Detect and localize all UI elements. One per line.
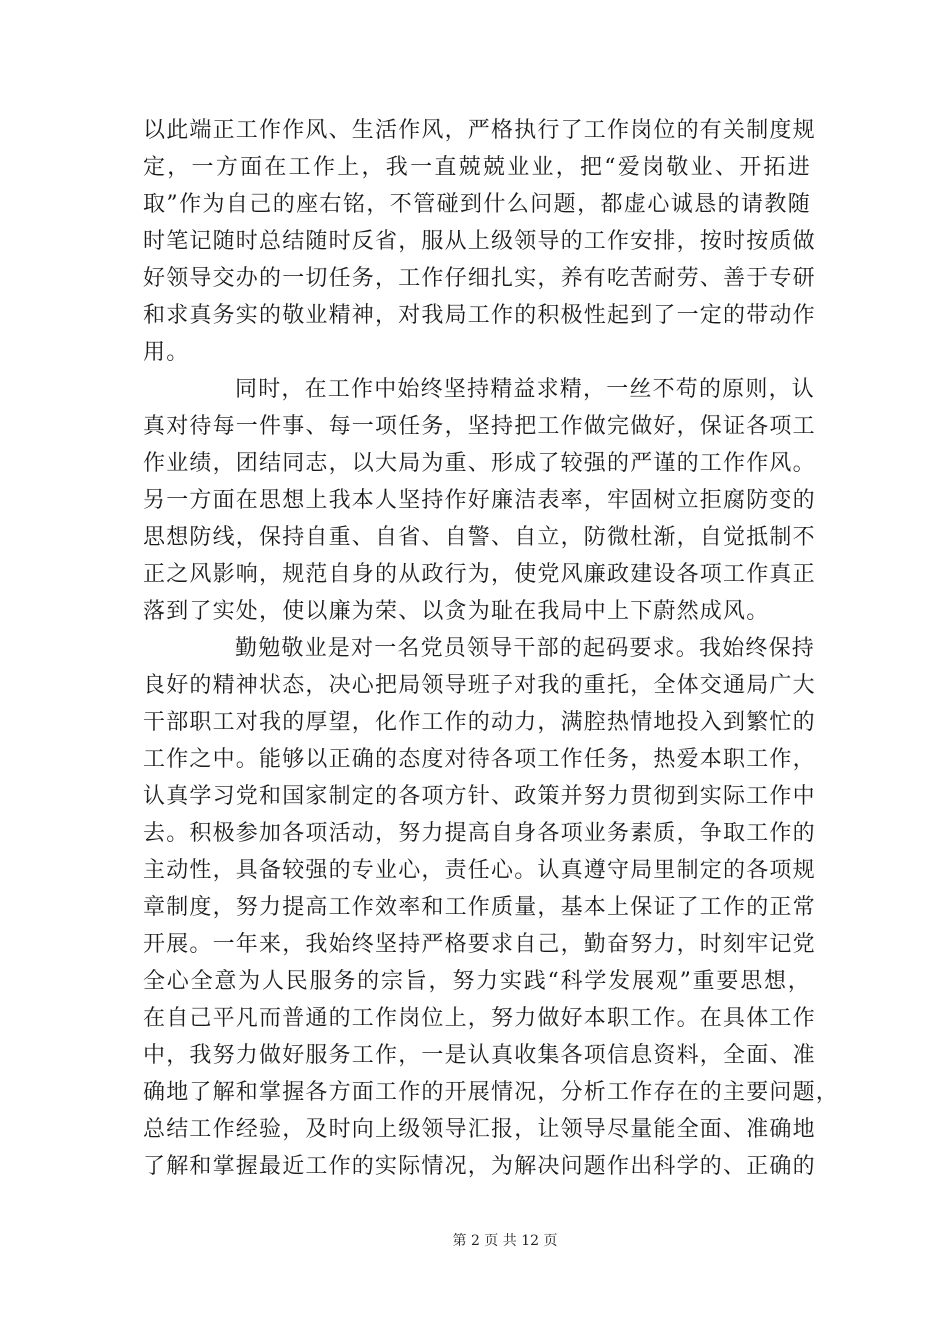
paragraph-first-line: 同时，在工作中始终坚持精益求精，一丝不苟的原则，认	[235, 377, 816, 402]
text-line: 定，一方面在工作上，我一直兢兢业业，把“爱岗敬业、开拓进	[143, 155, 811, 180]
text-line: 另一方面在思想上我本人坚持作好廉洁表率，牢固树立拒腐防变的	[143, 488, 816, 513]
text-line: 开展。一年来，我始终坚持严格要求自己，勤奋努力，时刻牢记党	[143, 932, 816, 957]
text-line: 全心全意为人民服务的宗旨，努力实践“科学发展观”重要思想，	[143, 969, 811, 994]
text-line: 去。积极参加各项活动，努力提高自身各项业务素质，争取工作的	[143, 821, 816, 846]
text-line: 工作之中。能够以正确的态度对待各项工作任务，热爱本职工作，	[143, 747, 816, 772]
text-line: 落到了实处，使以廉为荣、以贪为耻在我局中上下蔚然成风。	[143, 599, 770, 624]
text-line: 正之风影响，规范自身的从政行为，使党风廉政建设各项工作真正	[143, 562, 816, 587]
text-line: 主动性，具备较强的专业心，责任心。认真遵守局里制定的各项规	[143, 858, 816, 883]
text-line: 取”作为自己的座右铭，不管碰到什么问题，都虚心诚恳的请教随	[143, 192, 811, 217]
body-text	[143, 112, 840, 1185]
text-line: 中，我努力做好服务工作，一是认真收集各项信息资料，全面、准	[143, 1043, 816, 1068]
text-line: 章制度，努力提高工作效率和工作质量，基本上保证了工作的正常	[143, 895, 816, 920]
text-line: 思想防线，保持自重、自省、自警、自立，防微杜渐，自觉抵制不	[143, 525, 816, 550]
text-line: 干部职工对我的厚望，化作工作的动力，满腔热情地投入到繁忙的	[143, 710, 816, 735]
text-line: 确地了解和掌握各方面工作的开展情况，分析工作存在的主要问题，	[143, 1080, 840, 1105]
text-line: 和求真务实的敬业精神，对我局工作的积极性起到了一定的带动作	[143, 303, 816, 328]
paragraph-first-line: 勤勉敬业是对一名党员领导干部的起码要求。我始终保持	[235, 636, 816, 661]
text-line: 了解和掌握最近工作的实际情况，为解决问题作出科学的、正确的	[143, 1154, 816, 1179]
page-number-footer: 第 2 页 共 12 页	[452, 1233, 558, 1249]
text-line: 良好的精神状态，决心把局领导班子对我的重托，全体交通局广大	[143, 673, 816, 698]
text-line: 时笔记随时总结随时反省，服从上级领导的工作安排，按时按质做	[143, 229, 816, 254]
text-line: 以此端正工作作风、生活作风，严格执行了工作岗位的有关制度规	[143, 118, 816, 143]
text-line: 真对待每一件事、每一项任务，坚持把工作做完做好，保证各项工	[143, 414, 816, 439]
text-line: 作业绩，团结同志，以大局为重、形成了较强的严谨的工作作风。	[143, 451, 816, 476]
text-line: 用。	[143, 340, 190, 365]
text-line: 认真学习党和国家制定的各项方针、政策并努力贯彻到实际工作中	[143, 784, 816, 809]
text-line: 在自己平凡而普通的工作岗位上，努力做好本职工作。在具体工作	[143, 1006, 816, 1031]
text-line: 总结工作经验，及时向上级领导汇报，让领导尽量能全面、准确地	[143, 1117, 816, 1142]
text-line: 好领导交办的一切任务，工作仔细扎实，养有吃苦耐劳、善于专研	[143, 266, 816, 291]
